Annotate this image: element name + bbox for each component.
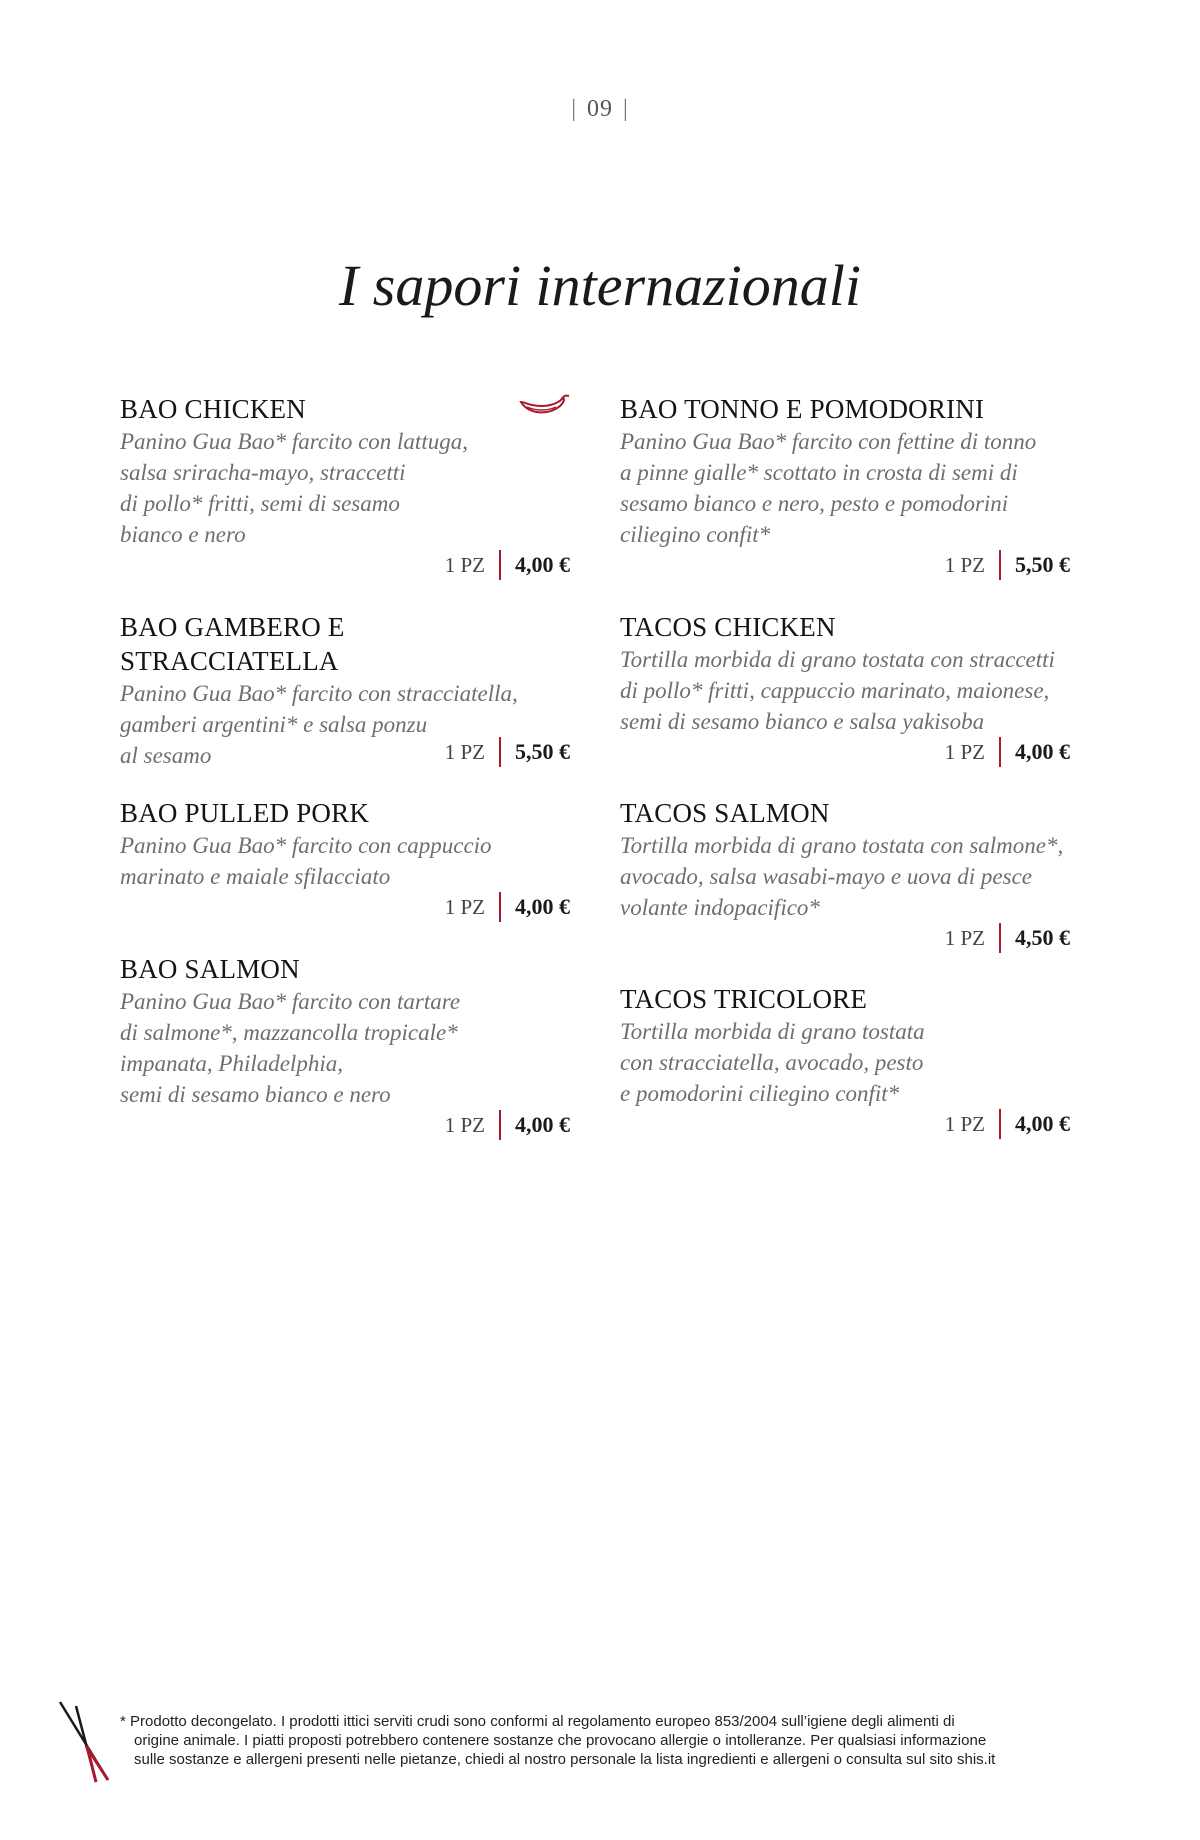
price-divider <box>999 923 1001 953</box>
menu-item-description: Panino Gua Bao* farcito con tartare di salmone*, mazzancolla tropicale* impanata, Philadelphia, semi di sesamo bianco e nero <box>120 989 461 1107</box>
menu-item-description: Panino Gua Bao* farcito con cappuccio marinato e maiale sfilacciato <box>120 833 492 889</box>
menu-item-name: BAO GAMBERO E STRACCIATELLA <box>120 612 345 676</box>
menu-item-name: BAO CHICKEN <box>120 394 306 424</box>
menu-item <box>620 392 1070 582</box>
menu-item <box>120 610 570 770</box>
price-row <box>945 737 1070 767</box>
chili-pepper-icon <box>518 392 570 420</box>
page-title: I sapori internazionali <box>338 253 862 318</box>
price: 4,00 € <box>515 894 570 919</box>
menu-item <box>620 796 1070 956</box>
menu-item <box>620 610 1070 770</box>
page-number-divider-right: | <box>623 96 629 122</box>
menu-item-name: BAO PULLED PORK <box>120 798 370 828</box>
menu-item <box>620 982 1070 1142</box>
chopsticks-icon <box>58 1700 118 1784</box>
menu-item-description: Panino Gua Bao* farcito con stracciatella, gamberi argentini* e salsa ponzu al sesamo <box>120 681 518 768</box>
price: 4,50 € <box>1015 925 1070 950</box>
quantity: 1 PZ <box>944 739 985 764</box>
quantity: 1 PZ <box>944 552 985 577</box>
page-number-divider-left: | <box>571 96 577 122</box>
price-row <box>945 1109 1070 1139</box>
quantity: 1 PZ <box>444 739 485 764</box>
price-row <box>445 737 570 767</box>
price-divider <box>999 550 1001 580</box>
menu-item-name: BAO TONNO E POMODORINI <box>620 394 985 424</box>
price-row <box>945 550 1070 580</box>
price-divider <box>999 1109 1001 1139</box>
quantity: 1 PZ <box>444 1112 485 1137</box>
menu-item-description: Tortilla morbida di grano tostata con straccetti di pollo* fritti, cappuccio marinato, maionese, semi di sesamo bianco e salsa yakisoba <box>620 647 1055 734</box>
price-divider <box>499 550 501 580</box>
price: 5,50 € <box>515 739 570 764</box>
quantity: 1 PZ <box>444 894 485 919</box>
price-row <box>945 923 1070 953</box>
price-divider <box>999 737 1001 767</box>
footer <box>58 1700 1138 1780</box>
page-number-value: 09 <box>587 96 613 122</box>
price-row <box>445 550 570 580</box>
quantity: 1 PZ <box>444 552 485 577</box>
menu-item <box>120 796 570 926</box>
price: 4,00 € <box>1015 739 1070 764</box>
price: 4,00 € <box>1015 1111 1070 1136</box>
menu-item <box>120 392 570 582</box>
menu-item-name: TACOS TRICOLORE <box>620 984 868 1014</box>
quantity: 1 PZ <box>944 925 985 950</box>
menu-item <box>120 952 570 1142</box>
price-row <box>445 892 570 922</box>
price-divider <box>499 892 501 922</box>
menu-item-description: Panino Gua Bao* farcito con fettine di tonno a pinne gialle* scottato in crosta di semi di sesamo bianco e nero, pesto e pomodorini ciliegino confit* <box>620 429 1037 547</box>
price: 4,00 € <box>515 1112 570 1137</box>
price: 5,50 € <box>1015 552 1070 577</box>
page-number <box>0 96 1200 123</box>
price-row <box>445 1110 570 1140</box>
allergen-footnote: * Prodotto decongelato. I prodotti ittici serviti crudi sono conformi al regolamento europeo 853/2004 sull’igiene degli alimenti di origine animale. I piatti proposti potrebbero contenere sostanze che provocano allergie o intolleranze. Per qualsiasi informazione sulle sostanze e allergeni presenti nelle pietanze, chiedi al nostro personale la lista ingredienti e allergeni o consulta sul sito shis.it <box>120 1713 996 1768</box>
menu-item-description: Tortilla morbida di grano tostata con salmone*, avocado, salsa wasabi-mayo e uova di pesce volante indopacifico* <box>620 833 1064 920</box>
price: 4,00 € <box>515 552 570 577</box>
price-divider <box>499 1110 501 1140</box>
menu-item-description: Tortilla morbida di grano tostata con stracciatella, avocado, pesto e pomodorini ciliegino confit* <box>620 1019 925 1106</box>
menu-item-name: TACOS SALMON <box>620 798 830 828</box>
price-divider <box>499 737 501 767</box>
menu-item-name: BAO SALMON <box>120 954 300 984</box>
menu-item-description: Panino Gua Bao* farcito con lattuga, salsa sriracha-mayo, straccetti di pollo* fritti, semi di sesamo bianco e nero <box>120 429 468 547</box>
menu-item-name: TACOS CHICKEN <box>620 612 836 642</box>
quantity: 1 PZ <box>944 1111 985 1136</box>
